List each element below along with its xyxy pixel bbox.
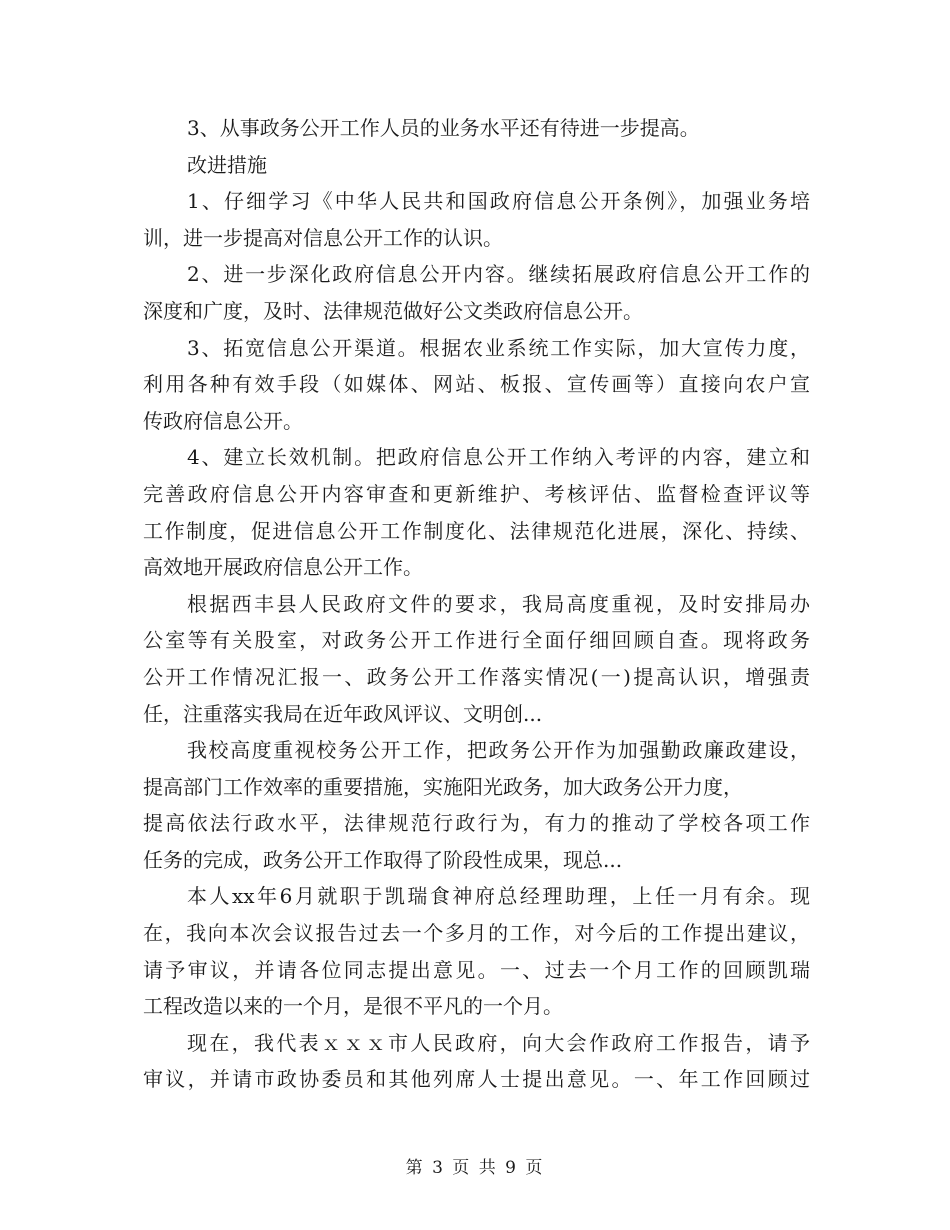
- text-line: 深度和广度，及时、法律规范做好公文类政府信息公开。: [143, 298, 643, 323]
- text-line: 公室等有关股室，对政务公开工作进行全面仔细回顾自查。现将政务: [143, 628, 810, 653]
- text-line: 本人xx年6月就职于凯瑞食神府总经理助理，上任一月有余。现: [187, 884, 810, 909]
- text-line: 训，进一步提高对信息公开工作的认识。: [143, 225, 503, 250]
- text-line: 4、建立长效机制。把政府信息公开工作纳入考评的内容，建立和: [187, 445, 810, 470]
- text-line: 任，注重落实我局在近年政风评议、文明创...: [143, 701, 543, 726]
- text-line: 公开工作情况汇报一、政务公开工作落实情况(一)提高认识，增强责: [143, 664, 810, 689]
- text-line: 1、仔细学习《中华人民共和国政府信息公开条例》，加强业务培: [187, 189, 810, 214]
- text-line: 现在，我代表ｘｘｘ市人民政府，向大会作政府工作报告，请予: [187, 1030, 810, 1055]
- section-heading: 改进措施: [187, 152, 267, 177]
- text-line: 提高部门工作效率的重要措施，实施阳光政务，加大政务公开力度，: [143, 774, 743, 799]
- text-line: 任务的完成，政务公开工作取得了阶段性成果，现总...: [143, 847, 623, 872]
- text-line: 审议，并请市政协委员和其他列席人士提出意见。一、年工作回顾过: [143, 1067, 810, 1092]
- text-line: 根据西丰县人民政府文件的要求，我局高度重视，及时安排局办: [187, 591, 810, 616]
- text-line: 工作制度，促进信息公开工作制度化、法律规范化进展，深化、持续、: [143, 518, 810, 543]
- text-line: 请予审议，并请各位同志提出意见。一、过去一个月工作的回顾凯瑞: [143, 957, 810, 982]
- text-line: 提高依法行政水平，法律规范行政行为，有力的推动了学校各项工作: [143, 811, 810, 836]
- text-line: 在，我向本次会议报告过去一个多月的工作，对今后的工作提出建议，: [143, 921, 810, 946]
- text-line: 高效地开展政府信息公开工作。: [143, 555, 423, 580]
- text-line: 3、拓宽信息公开渠道。根据农业系统工作实际，加大宣传力度，: [187, 335, 810, 360]
- text-line: 3、从事政务公开工作人员的业务水平还有待进一步提高。: [187, 116, 700, 140]
- text-line: 2、进一步深化政府信息公开内容。继续拓展政府信息公开工作的: [187, 262, 810, 287]
- text-line: 完善政府信息公开内容审查和更新维护、考核评估、监督检查评议等: [143, 481, 810, 506]
- page-number-footer: 第 3 页 共 9 页: [405, 1158, 545, 1178]
- document-body: [143, 110, 810, 1098]
- text-line: 工程改造以来的一个月，是很不平凡的一个月。: [143, 994, 563, 1019]
- text-line: 传政府信息公开。: [143, 408, 303, 433]
- text-line: 我校高度重视校务公开工作，把政务公开作为加强勤政廉政建设，: [187, 738, 810, 763]
- text-line: 利用各种有效手段（如媒体、网站、板报、宣传画等）直接向农户宣: [143, 372, 810, 397]
